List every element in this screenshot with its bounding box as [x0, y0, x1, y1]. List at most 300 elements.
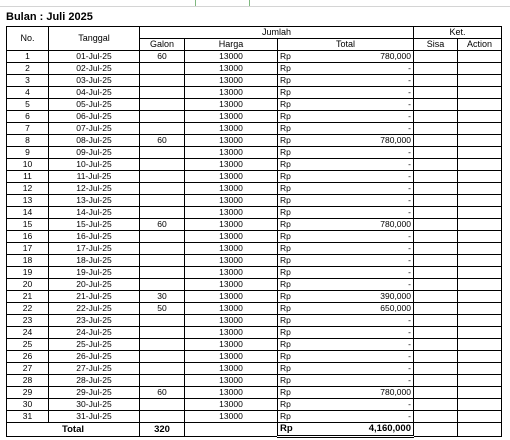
table-row — [7, 279, 502, 291]
table-row — [7, 75, 502, 87]
cell-sisa[interactable] — [414, 75, 458, 87]
cell-action[interactable] — [458, 399, 502, 411]
cell-tanggal[interactable]: 24-Jul-25 — [49, 327, 140, 339]
cell-sisa[interactable] — [414, 327, 458, 339]
cell-currency[interactable]: Rp — [278, 147, 308, 159]
cell-tanggal[interactable]: 07-Jul-25 — [49, 123, 140, 135]
cell-no[interactable]: 15 — [7, 219, 49, 231]
cell-sisa[interactable] — [414, 207, 458, 219]
header-jumlah[interactable]: Jumlah — [140, 27, 414, 39]
header-action[interactable]: Action — [458, 39, 502, 51]
cell-action[interactable] — [458, 243, 502, 255]
cell-currency[interactable]: Rp — [278, 75, 308, 87]
cell-galon[interactable] — [140, 243, 185, 255]
cell-total[interactable]: 650,000 — [308, 303, 414, 315]
cell-galon[interactable] — [140, 363, 185, 375]
cell-no[interactable]: 9 — [7, 147, 49, 159]
table-row — [7, 375, 502, 387]
cell-action[interactable] — [458, 351, 502, 363]
cell-no[interactable]: 4 — [7, 87, 49, 99]
cell-action[interactable] — [458, 195, 502, 207]
cell-action[interactable] — [458, 375, 502, 387]
cell-currency[interactable]: Rp — [278, 159, 308, 171]
cell-galon[interactable] — [140, 279, 185, 291]
table-row — [7, 243, 502, 255]
cell-total[interactable]: - — [308, 147, 414, 159]
cell-currency[interactable]: Rp — [278, 303, 308, 315]
cell-sisa[interactable] — [414, 63, 458, 75]
cell-tanggal[interactable]: 22-Jul-25 — [49, 303, 140, 315]
cell-harga[interactable]: 13000 — [185, 51, 278, 63]
cell-currency[interactable]: Rp — [278, 171, 308, 183]
cell-total[interactable]: - — [308, 75, 414, 87]
cell-currency[interactable]: Rp — [278, 399, 308, 411]
cell-galon[interactable] — [140, 111, 185, 123]
cell-sisa[interactable] — [414, 363, 458, 375]
cell-action[interactable] — [458, 147, 502, 159]
cell-no[interactable]: 16 — [7, 231, 49, 243]
cell-total[interactable]: - — [308, 87, 414, 99]
cell-harga[interactable]: 13000 — [185, 111, 278, 123]
cell-total[interactable]: - — [308, 171, 414, 183]
cell-total[interactable]: - — [308, 195, 414, 207]
cell-action[interactable] — [458, 279, 502, 291]
cell-action[interactable] — [458, 51, 502, 63]
header-row-1 — [7, 27, 502, 39]
cell-galon[interactable] — [140, 339, 185, 351]
cell-no[interactable]: 23 — [7, 315, 49, 327]
table-row — [7, 123, 502, 135]
cell-currency[interactable]: Rp — [278, 291, 308, 303]
cell-galon[interactable]: 60 — [140, 219, 185, 231]
cell-currency[interactable]: Rp — [278, 351, 308, 363]
cell-action[interactable] — [458, 387, 502, 399]
cell-tanggal[interactable]: 10-Jul-25 — [49, 159, 140, 171]
cell-galon[interactable] — [140, 231, 185, 243]
header-sisa[interactable]: Sisa — [414, 39, 458, 51]
cell-no[interactable]: 1 — [7, 51, 49, 63]
cell-no[interactable]: 14 — [7, 207, 49, 219]
cell-no[interactable]: 19 — [7, 267, 49, 279]
cell-sisa[interactable] — [414, 183, 458, 195]
cell-tanggal[interactable]: 30-Jul-25 — [49, 399, 140, 411]
cell-total[interactable]: - — [308, 327, 414, 339]
cell-sisa[interactable] — [414, 267, 458, 279]
cell-galon[interactable] — [140, 411, 185, 423]
table-row — [7, 219, 502, 231]
cell-tanggal[interactable]: 17-Jul-25 — [49, 243, 140, 255]
cell-no[interactable]: 10 — [7, 159, 49, 171]
cell-harga[interactable]: 13000 — [185, 243, 278, 255]
cell-tanggal[interactable]: 15-Jul-25 — [49, 219, 140, 231]
cell-galon[interactable] — [140, 183, 185, 195]
cell-action[interactable] — [458, 87, 502, 99]
table-row — [7, 363, 502, 375]
cell-galon[interactable] — [140, 375, 185, 387]
table-row — [7, 351, 502, 363]
cell-galon[interactable] — [140, 171, 185, 183]
cell-tanggal[interactable]: 14-Jul-25 — [49, 207, 140, 219]
cell-action[interactable] — [458, 219, 502, 231]
cell-sisa[interactable] — [414, 99, 458, 111]
cell-harga[interactable]: 13000 — [185, 411, 278, 423]
cell-galon[interactable] — [140, 399, 185, 411]
cell-sisa[interactable] — [414, 195, 458, 207]
cell-no[interactable]: 22 — [7, 303, 49, 315]
cell-currency[interactable]: Rp — [278, 315, 308, 327]
cell-harga[interactable]: 13000 — [185, 75, 278, 87]
cell-galon[interactable] — [140, 63, 185, 75]
cell-galon[interactable]: 60 — [140, 135, 185, 147]
cell-no[interactable]: 21 — [7, 291, 49, 303]
cell-currency[interactable]: Rp — [278, 51, 308, 63]
cell-harga[interactable]: 13000 — [185, 207, 278, 219]
cell-harga[interactable]: 13000 — [185, 291, 278, 303]
cell-total[interactable]: 390,000 — [308, 291, 414, 303]
table-row — [7, 195, 502, 207]
cell-sisa[interactable] — [414, 171, 458, 183]
cell-currency[interactable]: Rp — [278, 231, 308, 243]
cell-galon[interactable]: 60 — [140, 387, 185, 399]
cell-total[interactable]: - — [308, 351, 414, 363]
header-total[interactable]: Total — [278, 39, 414, 51]
total-galon[interactable]: 320 — [140, 423, 185, 437]
table-row — [7, 183, 502, 195]
cell-currency[interactable]: Rp — [278, 363, 308, 375]
cell-sisa[interactable] — [414, 315, 458, 327]
cell-harga[interactable]: 13000 — [185, 159, 278, 171]
cell-galon[interactable] — [140, 75, 185, 87]
cell-currency[interactable]: Rp — [278, 123, 308, 135]
cell-action[interactable] — [458, 339, 502, 351]
cell-total[interactable]: - — [308, 183, 414, 195]
cell-action[interactable] — [458, 123, 502, 135]
cell-total[interactable]: - — [308, 339, 414, 351]
cell-sisa[interactable] — [414, 219, 458, 231]
cell-tanggal[interactable]: 23-Jul-25 — [49, 315, 140, 327]
cell-sisa[interactable] — [414, 87, 458, 99]
cell-currency[interactable]: Rp — [278, 255, 308, 267]
cell-harga[interactable]: 13000 — [185, 63, 278, 75]
cell-sisa[interactable] — [414, 147, 458, 159]
cell-sisa[interactable] — [414, 255, 458, 267]
report-table — [6, 26, 502, 438]
table-row — [7, 171, 502, 183]
cell-action[interactable] — [458, 411, 502, 423]
cell-total[interactable]: - — [308, 99, 414, 111]
cell-harga[interactable]: 13000 — [185, 123, 278, 135]
cell-tanggal[interactable]: 28-Jul-25 — [49, 375, 140, 387]
cell-currency[interactable]: Rp — [278, 279, 308, 291]
cell-harga[interactable]: 13000 — [185, 99, 278, 111]
cell-sisa[interactable] — [414, 411, 458, 423]
header-ket[interactable]: Ket. — [414, 27, 502, 39]
cell-tanggal[interactable]: 08-Jul-25 — [49, 135, 140, 147]
cell-no[interactable]: 6 — [7, 111, 49, 123]
table-body — [7, 51, 502, 423]
cell-action[interactable] — [458, 183, 502, 195]
cell-tanggal[interactable]: 16-Jul-25 — [49, 231, 140, 243]
sheet-top-strip — [0, 0, 510, 7]
cell-sisa[interactable] — [414, 111, 458, 123]
cell-action[interactable] — [458, 75, 502, 87]
total-action-cell[interactable] — [458, 423, 502, 437]
cell-no[interactable]: 12 — [7, 183, 49, 195]
cell-tanggal[interactable]: 04-Jul-25 — [49, 87, 140, 99]
cell-total[interactable]: - — [308, 315, 414, 327]
cell-galon[interactable] — [140, 195, 185, 207]
cell-galon[interactable]: 30 — [140, 291, 185, 303]
cell-sisa[interactable] — [414, 339, 458, 351]
cell-tanggal[interactable]: 21-Jul-25 — [49, 291, 140, 303]
cell-no[interactable]: 30 — [7, 399, 49, 411]
total-label[interactable]: Total — [7, 423, 140, 437]
cell-harga[interactable]: 13000 — [185, 231, 278, 243]
cell-tanggal[interactable]: 31-Jul-25 — [49, 411, 140, 423]
cell-action[interactable] — [458, 363, 502, 375]
cell-no[interactable]: 3 — [7, 75, 49, 87]
cell-total[interactable]: - — [308, 231, 414, 243]
cell-tanggal[interactable]: 29-Jul-25 — [49, 387, 140, 399]
cell-no[interactable]: 31 — [7, 411, 49, 423]
cell-action[interactable] — [458, 255, 502, 267]
cell-no[interactable]: 17 — [7, 243, 49, 255]
cell-total[interactable]: - — [308, 207, 414, 219]
cell-no[interactable]: 20 — [7, 279, 49, 291]
cell-action[interactable] — [458, 63, 502, 75]
cell-no[interactable]: 5 — [7, 99, 49, 111]
cell-currency[interactable]: Rp — [278, 267, 308, 279]
cell-galon[interactable] — [140, 87, 185, 99]
cell-currency[interactable]: Rp — [278, 87, 308, 99]
cell-harga[interactable]: 13000 — [185, 147, 278, 159]
cell-currency[interactable]: Rp — [278, 339, 308, 351]
cell-currency[interactable]: Rp — [278, 135, 308, 147]
cell-total[interactable]: - — [308, 411, 414, 423]
cell-total[interactable]: - — [308, 363, 414, 375]
cell-currency[interactable]: Rp — [278, 219, 308, 231]
cell-sisa[interactable] — [414, 159, 458, 171]
table-row — [7, 99, 502, 111]
header-harga[interactable]: Harga — [185, 39, 278, 51]
cell-tanggal[interactable]: 27-Jul-25 — [49, 363, 140, 375]
cell-no[interactable]: 7 — [7, 123, 49, 135]
total-currency[interactable]: Rp — [278, 423, 308, 437]
cell-galon[interactable] — [140, 267, 185, 279]
table-row — [7, 303, 502, 315]
cell-total[interactable]: - — [308, 63, 414, 75]
table-row — [7, 327, 502, 339]
cell-galon[interactable] — [140, 255, 185, 267]
cell-galon[interactable] — [140, 123, 185, 135]
cell-action[interactable] — [458, 231, 502, 243]
table-row — [7, 63, 502, 75]
cell-harga[interactable]: 13000 — [185, 135, 278, 147]
table-row — [7, 411, 502, 423]
cell-sisa[interactable] — [414, 387, 458, 399]
cell-harga[interactable]: 13000 — [185, 387, 278, 399]
total-row — [7, 423, 502, 437]
cell-harga[interactable]: 13000 — [185, 219, 278, 231]
table-row — [7, 399, 502, 411]
cell-currency[interactable]: Rp — [278, 327, 308, 339]
cell-tanggal[interactable]: 09-Jul-25 — [49, 147, 140, 159]
table-row — [7, 207, 502, 219]
cell-currency[interactable]: Rp — [278, 411, 308, 423]
cell-no[interactable]: 27 — [7, 363, 49, 375]
cell-galon[interactable] — [140, 327, 185, 339]
cell-action[interactable] — [458, 99, 502, 111]
cell-no[interactable]: 13 — [7, 195, 49, 207]
cell-sisa[interactable] — [414, 279, 458, 291]
cell-currency[interactable]: Rp — [278, 243, 308, 255]
cell-galon[interactable] — [140, 207, 185, 219]
cell-sisa[interactable] — [414, 231, 458, 243]
cell-action[interactable] — [458, 315, 502, 327]
cell-tanggal[interactable]: 26-Jul-25 — [49, 351, 140, 363]
cell-sisa[interactable] — [414, 243, 458, 255]
cell-tanggal[interactable]: 20-Jul-25 — [49, 279, 140, 291]
cell-sisa[interactable] — [414, 135, 458, 147]
cell-total[interactable]: - — [308, 111, 414, 123]
cell-total[interactable]: 780,000 — [308, 219, 414, 231]
cell-no[interactable]: 11 — [7, 171, 49, 183]
cell-currency[interactable]: Rp — [278, 111, 308, 123]
cell-no[interactable]: 2 — [7, 63, 49, 75]
cell-harga[interactable]: 13000 — [185, 375, 278, 387]
cell-total[interactable]: 780,000 — [308, 135, 414, 147]
cell-total[interactable]: - — [308, 267, 414, 279]
cell-action[interactable] — [458, 111, 502, 123]
cell-galon[interactable] — [140, 147, 185, 159]
cell-sisa[interactable] — [414, 399, 458, 411]
cell-currency[interactable]: Rp — [278, 63, 308, 75]
cell-action[interactable] — [458, 207, 502, 219]
cell-total[interactable]: - — [308, 243, 414, 255]
cell-galon[interactable]: 60 — [140, 51, 185, 63]
cell-harga[interactable]: 13000 — [185, 183, 278, 195]
cell-harga[interactable]: 13000 — [185, 195, 278, 207]
cell-sisa[interactable] — [414, 303, 458, 315]
total-amount[interactable]: 4,160,000 — [308, 423, 414, 437]
cell-total[interactable]: - — [308, 255, 414, 267]
cell-tanggal[interactable]: 01-Jul-25 — [49, 51, 140, 63]
cell-total[interactable]: - — [308, 279, 414, 291]
table-row — [7, 291, 502, 303]
cell-action[interactable] — [458, 171, 502, 183]
cell-harga[interactable]: 13000 — [185, 363, 278, 375]
cell-tanggal[interactable]: 18-Jul-25 — [49, 255, 140, 267]
header-no[interactable]: No. — [7, 27, 49, 51]
header-galon[interactable]: Galon — [140, 39, 185, 51]
table-row — [7, 159, 502, 171]
cell-no[interactable]: 29 — [7, 387, 49, 399]
table-row — [7, 111, 502, 123]
cell-galon[interactable] — [140, 99, 185, 111]
table-row — [7, 387, 502, 399]
total-harga-cell[interactable] — [185, 423, 278, 437]
cell-galon[interactable] — [140, 159, 185, 171]
cell-currency[interactable]: Rp — [278, 195, 308, 207]
sheet-title: Bulan : Juli 2025 — [6, 11, 93, 23]
table-row — [7, 51, 502, 63]
cell-total[interactable]: 780,000 — [308, 51, 414, 63]
cell-tanggal[interactable]: 12-Jul-25 — [49, 183, 140, 195]
cell-tanggal[interactable]: 05-Jul-25 — [49, 99, 140, 111]
cell-tanggal[interactable]: 13-Jul-25 — [49, 195, 140, 207]
cell-sisa[interactable] — [414, 351, 458, 363]
cell-tanggal[interactable]: 03-Jul-25 — [49, 75, 140, 87]
cell-no[interactable]: 25 — [7, 339, 49, 351]
cell-currency[interactable]: Rp — [278, 183, 308, 195]
cell-galon[interactable] — [140, 351, 185, 363]
cell-harga[interactable]: 13000 — [185, 303, 278, 315]
table-row — [7, 267, 502, 279]
cell-total[interactable]: - — [308, 399, 414, 411]
cell-no[interactable]: 28 — [7, 375, 49, 387]
cell-sisa[interactable] — [414, 375, 458, 387]
cell-harga[interactable]: 13000 — [185, 279, 278, 291]
cell-currency[interactable]: Rp — [278, 387, 308, 399]
cell-action[interactable] — [458, 303, 502, 315]
cell-action[interactable] — [458, 267, 502, 279]
cell-harga[interactable]: 13000 — [185, 351, 278, 363]
cell-currency[interactable]: Rp — [278, 99, 308, 111]
cell-total[interactable]: - — [308, 375, 414, 387]
cell-action[interactable] — [458, 135, 502, 147]
header-tanggal[interactable]: Tanggal — [49, 27, 140, 51]
cell-galon[interactable] — [140, 315, 185, 327]
cell-action[interactable] — [458, 159, 502, 171]
cell-currency[interactable]: Rp — [278, 207, 308, 219]
cell-no[interactable]: 24 — [7, 327, 49, 339]
cell-total[interactable]: - — [308, 159, 414, 171]
cell-harga[interactable]: 13000 — [185, 399, 278, 411]
table-row — [7, 315, 502, 327]
cell-tanggal[interactable]: 06-Jul-25 — [49, 111, 140, 123]
cell-total[interactable]: - — [308, 123, 414, 135]
cell-harga[interactable]: 13000 — [185, 315, 278, 327]
cell-no[interactable]: 18 — [7, 255, 49, 267]
table-row — [7, 87, 502, 99]
table-row — [7, 147, 502, 159]
cell-tanggal[interactable]: 02-Jul-25 — [49, 63, 140, 75]
table-row — [7, 255, 502, 267]
cell-sisa[interactable] — [414, 291, 458, 303]
cell-harga[interactable]: 13000 — [185, 267, 278, 279]
cell-harga[interactable]: 13000 — [185, 327, 278, 339]
cell-harga[interactable]: 13000 — [185, 87, 278, 99]
cell-sisa[interactable] — [414, 51, 458, 63]
cell-tanggal[interactable]: 19-Jul-25 — [49, 267, 140, 279]
total-sisa-cell[interactable] — [414, 423, 458, 437]
cell-action[interactable] — [458, 291, 502, 303]
cell-harga[interactable]: 13000 — [185, 255, 278, 267]
selected-cell-marker — [195, 0, 250, 6]
cell-harga[interactable]: 13000 — [185, 171, 278, 183]
table-row — [7, 135, 502, 147]
cell-sisa[interactable] — [414, 123, 458, 135]
cell-action[interactable] — [458, 327, 502, 339]
cell-currency[interactable]: Rp — [278, 375, 308, 387]
cell-harga[interactable]: 13000 — [185, 339, 278, 351]
cell-no[interactable]: 8 — [7, 135, 49, 147]
cell-tanggal[interactable]: 25-Jul-25 — [49, 339, 140, 351]
cell-tanggal[interactable]: 11-Jul-25 — [49, 171, 140, 183]
cell-no[interactable]: 26 — [7, 351, 49, 363]
cell-galon[interactable]: 50 — [140, 303, 185, 315]
cell-total[interactable]: 780,000 — [308, 387, 414, 399]
